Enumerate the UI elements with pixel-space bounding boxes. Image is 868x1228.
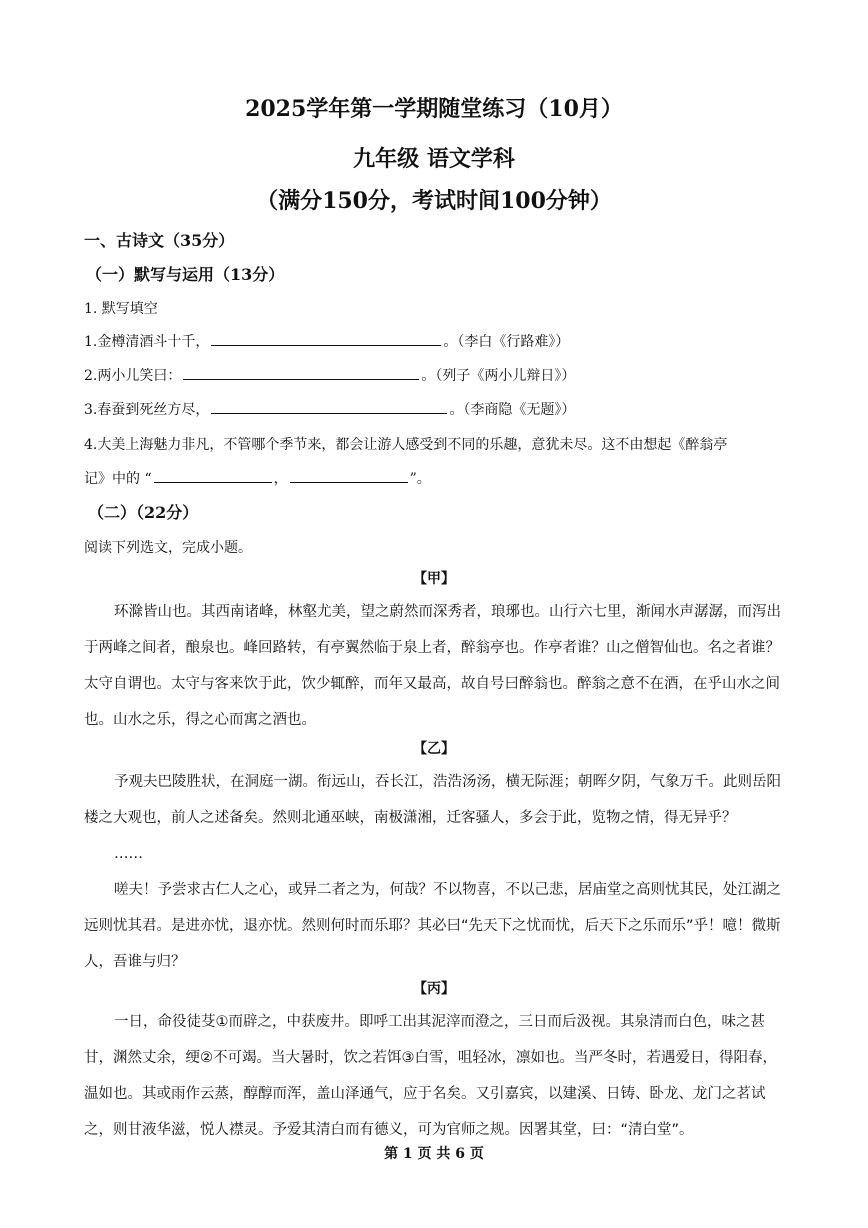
fill-item-separator: ，: [273, 471, 288, 487]
passage-yi-part1: [84, 764, 786, 836]
section-heading: 一、古诗文（35分）: [84, 231, 235, 250]
passage-label-yi: 【乙】: [413, 741, 455, 757]
fill-item-suffix: 。（列子《两小儿辩日》）: [421, 368, 576, 384]
part1-heading: （一）默写与运用（13分）: [86, 265, 285, 284]
answer-blank[interactable]: [211, 331, 441, 346]
fill-item-1: [84, 331, 569, 351]
page-footer: 第 1 页 共 6 页: [384, 1146, 484, 1162]
page-subtitle: 九年级 语文学科: [353, 146, 515, 172]
passage-label-jia: 【甲】: [413, 571, 455, 587]
passage-ellipsis: [84, 836, 786, 872]
question-label: 1. 默写填空: [84, 301, 158, 317]
reading-instruction: 阅读下列选文，完成小题。: [84, 540, 252, 556]
fill-item-4-line2: [84, 468, 431, 488]
page-title: 2025学年第一学期随堂练习（10月）: [245, 96, 623, 122]
answer-blank[interactable]: [290, 468, 408, 483]
fill-item-suffix: 。（李商隐《无题》）: [449, 402, 576, 418]
passage-yi-text-2: 嗟夫！予尝求古仁人之心，或异二者之为，何哉？不以物喜，不以己悲，居庙堂之高则忧其民，处江湖之远则忧其君。是进亦忧，退亦忧。然则何时而乐耶？其必曰“先天下之忧而忧，后天下之乐而乐”乎！噫！微斯人，吾谁与归？: [84, 882, 781, 970]
passage-yi-text-1: 予观夫巴陵胜状，在洞庭一湖。衔远山，吞长江，浩浩汤汤，横无际涯；朝晖夕阴，气象万千。此则岳阳楼之大观也，前人之述备矣。然则北通巫峡，南极潇湘，迁客骚人，多会于此，览物之情，得无异乎？: [84, 774, 781, 826]
fill-item-4-line1: 4.大美上海魅力非凡，不管哪个季节来，都会让游人感受到不同的乐趣，意犹未尽。这不由想起《醉翁亭: [84, 437, 728, 453]
fill-item-suffix: 。（李白《行路难》）: [443, 334, 570, 350]
passage-jia: [84, 594, 786, 738]
fill-item-prefix: 3.春蚕到死丝方尽，: [84, 402, 210, 418]
passage-label-bing: 【丙】: [413, 981, 455, 997]
answer-blank[interactable]: [211, 399, 447, 414]
answer-blank[interactable]: [154, 468, 272, 483]
fill-item-3: [84, 399, 575, 419]
passage-bing-text: 一日，命役徒芟①而辟之，中获废井。即呼工出其泥滓而澄之，三日而后汲视。其泉清而白色，味之甚甘，渊然丈余，绠②不可竭。当大暑时，饮之若饵③白雪，咀轻冰，凛如也。当严冬时，若遇爱日，得阳春，温如也。其或雨作云蒸，醇醇而浑，盖山泽通气，应于名矣。又引嘉宾，以建溪、日铸、卧龙、龙门之茗试之，则甘液华滋，悦人襟灵。予爱其清白而有德义，可为官师之规。因署其堂，曰：“清白堂”。: [84, 1014, 777, 1138]
fill-item-suffix: ”。: [409, 471, 431, 487]
fill-item-prefix: 1.金樽清酒斗十千，: [84, 334, 210, 350]
fill-item-prefix: 记》中的 “: [84, 471, 152, 487]
ellipsis-text: ……: [114, 846, 143, 862]
passage-jia-text: 环滁皆山也。其西南诸峰，林壑尤美，望之蔚然而深秀者，琅琊也。山行六七里，渐闻水声潺潺，而泻出于两峰之间者，酿泉也。峰回路转，有亭翼然临于泉上者，醉翁亭也。作亭者谁？山之僧智仙也。名之者谁？太守自谓也。太守与客来饮于此，饮少辄醉，而年又最高，故自号曰醉翁也。醉翁之意不在酒，在乎山水之间也。山水之乐，得之心而寓之酒也。: [84, 604, 781, 728]
passage-bing: [84, 1004, 786, 1148]
fill-item-prefix: 2.两小儿笑曰：: [84, 368, 182, 384]
passage-yi-part2: [84, 872, 786, 980]
answer-blank[interactable]: [183, 365, 419, 380]
fill-item-2: [84, 365, 575, 385]
part2-heading: （二）（22分）: [88, 503, 199, 522]
score-info: （满分150分，考试时间100分钟）: [256, 188, 612, 214]
